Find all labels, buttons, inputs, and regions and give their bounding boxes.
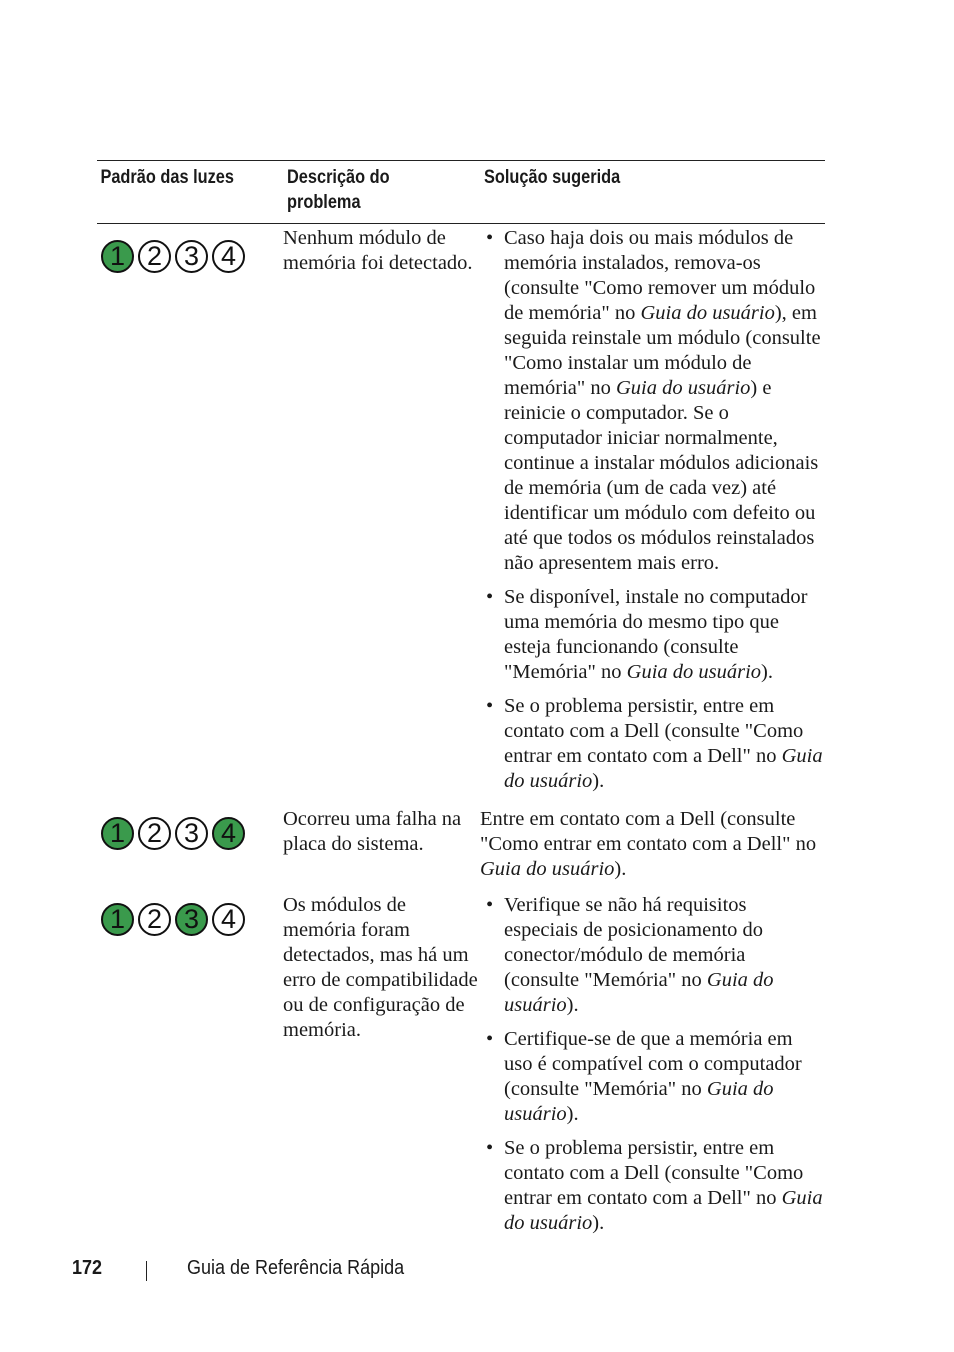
text-run: Se disponível, instale no computador uma memória do mesmo tipo que esteja funcionando (consulte "Memória" no	[504, 586, 808, 683]
book-title-reference: Guia do usuário	[504, 969, 774, 1016]
text-run: ).	[566, 994, 579, 1016]
table-row	[97, 224, 825, 803]
solution-item	[480, 694, 825, 794]
light-2-icon: 2	[138, 903, 171, 936]
text-run: ).	[614, 858, 627, 880]
header-light-pattern: Padrão das luzes	[100, 167, 234, 188]
table-row	[97, 803, 825, 882]
header-suggested-solution: Solução sugerida	[484, 167, 621, 188]
book-title-reference: Guia do usuário	[504, 1078, 774, 1125]
text-run: ).	[566, 1103, 579, 1125]
light-1-icon: 1	[101, 817, 134, 850]
light-1-icon: 1	[101, 240, 134, 273]
text-run: ) e reinicie o computador. Se o computador iniciar normalmente, continue a instalar módulos adicionais de memória (um de cada vez) até identificar um módulo com defeito ou até que todos os módulos reinstalados não apresentem mais erro.	[504, 377, 819, 574]
light-4-icon: 4	[212, 903, 245, 936]
light-pattern-cell	[97, 893, 283, 1245]
table-row	[97, 882, 825, 1245]
light-pattern-cell	[97, 807, 283, 882]
light-4-icon: 4	[212, 240, 245, 273]
problem-description: Os módulos de memória foram detectados, mas há um erro de compatibilidade ou de configuração de memória.	[283, 894, 478, 1041]
table-header	[97, 161, 825, 224]
text-run: Certifique-se de que a memória em uso é compatível com o computador (consulte "Memória" no	[504, 1028, 802, 1100]
solution-item	[480, 1136, 825, 1236]
light-4-icon: 4	[212, 817, 245, 850]
book-title-reference: Guia do usuário	[626, 661, 762, 683]
text-run: Se o problema persistir, entre em contato com a Dell (consulte "Como entrar em contato com a Dell" no	[504, 695, 804, 767]
text-run: Entre em contato com a Dell (consulte "Como entrar em contato com a Dell" no	[480, 808, 817, 855]
text-run: ).	[761, 661, 773, 683]
diagnostic-lights	[97, 893, 283, 936]
diagnostic-lights	[97, 226, 283, 273]
book-title-reference: Guia do usuário	[504, 1187, 823, 1234]
solution-cell	[480, 226, 825, 803]
light-pattern-cell	[97, 226, 283, 803]
solution-cell	[480, 893, 825, 1245]
text-run: Se o problema persistir, entre em contato com a Dell (consulte "Como entrar em contato com a Dell" no	[504, 1137, 804, 1209]
book-title-reference: Guia do usuário	[480, 858, 615, 880]
diagnostic-lights-table	[97, 160, 825, 1245]
text-run: ).	[592, 1212, 605, 1234]
footer-title: Guia de Referência Rápida	[187, 1257, 405, 1279]
light-3-icon: 3	[175, 903, 208, 936]
book-title-reference: Guia do usuário	[640, 302, 775, 324]
solution-list	[480, 893, 825, 1236]
light-2-icon: 2	[138, 817, 171, 850]
problem-description: Nenhum módulo de memória foi detectado.	[283, 227, 473, 274]
header-problem-description: Descrição do problema	[287, 167, 390, 213]
light-3-icon: 3	[175, 817, 208, 850]
light-1-icon: 1	[101, 903, 134, 936]
text-run: Verifique se não há requisitos especiais de posicionamento do conector/módulo de memória (consulte "Memória" no	[504, 894, 764, 991]
solution-text	[480, 807, 825, 882]
light-3-icon: 3	[175, 240, 208, 273]
text-run: ).	[592, 770, 605, 792]
light-2-icon: 2	[138, 240, 171, 273]
diagnostic-lights	[97, 807, 283, 850]
book-title-reference: Guia do usuário	[504, 745, 823, 792]
text-run: ), em seguida reinstale um módulo (consulte "Como instalar um módulo de memória" no	[504, 302, 821, 399]
solution-item	[480, 226, 825, 576]
footer-separator	[146, 1261, 147, 1281]
text-run: Caso haja dois ou mais módulos de memória instalados, remova-os (consulte "Como remover um módulo de memória" no	[504, 227, 816, 324]
page-footer	[72, 1257, 405, 1280]
solution-cell	[480, 807, 825, 882]
solution-item	[480, 1027, 825, 1127]
book-title-reference: Guia do usuário	[615, 377, 751, 399]
page-number: 172	[72, 1257, 103, 1279]
solution-list	[480, 226, 825, 794]
problem-description: Ocorreu uma falha na placa do sistema.	[283, 808, 462, 855]
solution-item	[480, 893, 825, 1018]
solution-item	[480, 585, 825, 685]
